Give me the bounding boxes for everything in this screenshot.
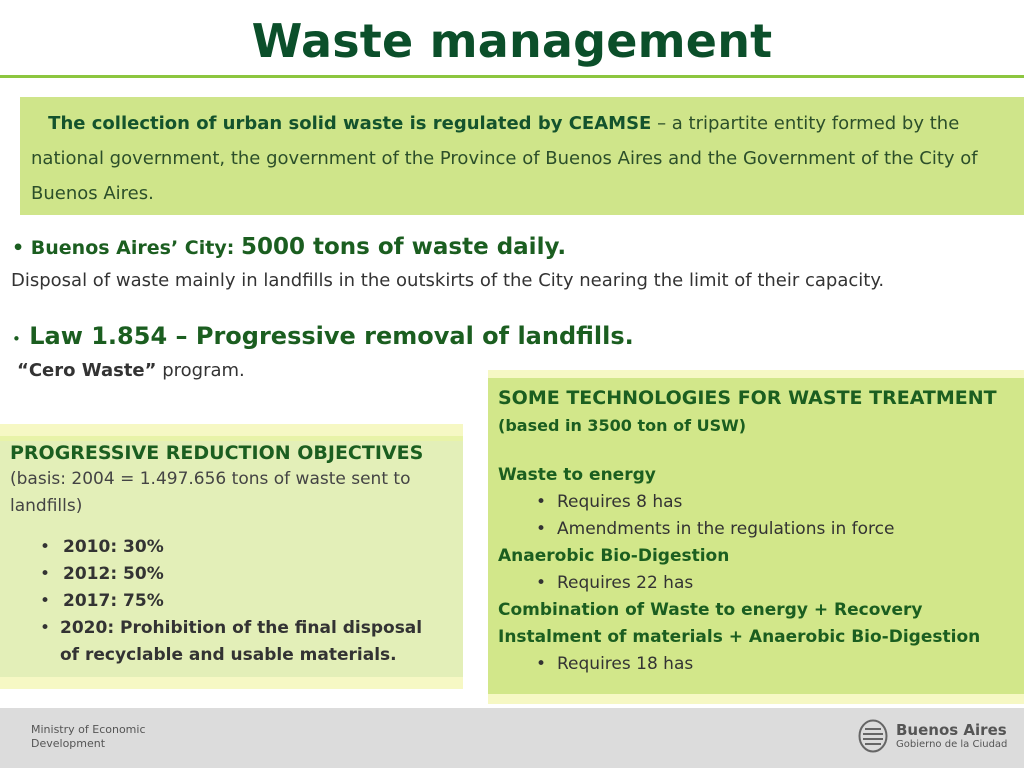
technologies-top-band: [488, 370, 1024, 378]
disposal-text: Disposal of waste mainly in landfills in the outskirts of the City nearing the limit of their capacity.: [11, 270, 885, 291]
technologies-title: SOME TECHNOLOGIES FOR WASTE TREATMENT: [498, 387, 997, 409]
cero-waste-line: [17, 360, 245, 381]
anaerobic-heading: Anaerobic Bio-Digestion: [498, 546, 730, 566]
technologies-subtitle: (based in 3500 ton of USW): [498, 416, 747, 435]
list-item: • 2012: 50%: [40, 564, 164, 584]
technologies-bottom-band: [488, 694, 1024, 704]
objective-text: 2020: Prohibition of the final disposal of recyclable and usable materials.: [60, 618, 423, 665]
law-line: [12, 322, 634, 350]
combination-heading-line1: Combination of Waste to energy + Recovery: [498, 600, 923, 620]
cero-waste-name: “Cero Waste”: [17, 360, 157, 381]
city-value: 5000 tons of waste daily.: [240, 234, 567, 260]
title-divider: [0, 75, 1024, 78]
buenos-aires-emblem-icon: [858, 719, 888, 753]
tech-item-text: Requires 22 has: [557, 573, 694, 593]
intro-text: – a tripartite entity formed by the national government, the government of the Province of Buenos Aires and the Government of the City of Buenos Aires.: [31, 113, 978, 204]
city-line: [12, 234, 566, 260]
list-item: • 2020: Prohibition of the final disposal of recyclable and usable materials.: [40, 618, 423, 665]
footer: [0, 708, 1024, 768]
objective-text: 2010: 30%: [63, 537, 164, 557]
list-item: • 2017: 75%: [40, 591, 164, 611]
list-item: • Amendments in the regulations in force: [536, 519, 895, 539]
objectives-title: PROGRESSIVE REDUCTION OBJECTIVES: [10, 442, 424, 464]
combination-heading-line2: Instalment of materials + Anaerobic Bio-Digestion: [498, 627, 981, 647]
intro-box: [20, 97, 1024, 215]
objectives-basis: (basis: 2004 = 1.497.656 tons of waste sent to landfills): [10, 469, 411, 516]
objectives-list: [10, 534, 453, 669]
brand-name: Buenos Aires: [896, 721, 1007, 739]
tech-item-text: Amendments in the regulations in force: [557, 519, 895, 539]
ministry-line: Ministry of Economic: [31, 723, 146, 736]
list-item: • Requires 22 has: [536, 573, 694, 593]
objectives-bottom-band: [0, 677, 463, 689]
list-item: • Requires 8 has: [536, 492, 683, 512]
technologies-panel: [488, 378, 1024, 694]
list-item: • Requires 18 has: [536, 654, 694, 674]
cero-waste-rest: program.: [156, 360, 245, 381]
law-text: Law 1.854 – Progressive removal of landfills.: [29, 322, 634, 350]
objective-text: 2017: 75%: [63, 591, 164, 611]
list-item: • 2010: 30%: [40, 537, 164, 557]
objectives-top-band: [0, 424, 463, 436]
bullet: •: [12, 330, 21, 348]
intro-strong: The collection of urban solid waste is regulated by CEAMSE: [48, 113, 652, 134]
objectives-panel: [0, 441, 463, 677]
city-label: Buenos Aires’ City:: [30, 237, 241, 259]
objective-text: 2012: 50%: [63, 564, 164, 584]
ministry-label: [31, 723, 146, 751]
page-title: Waste management: [251, 14, 773, 68]
tech-item-text: Requires 8 has: [557, 492, 683, 512]
brand-subtitle: Gobierno de la Ciudad: [896, 739, 1008, 750]
tech-item-text: Requires 18 has: [557, 654, 694, 674]
waste-to-energy-heading: Waste to energy: [498, 465, 656, 485]
bullet: •: [12, 237, 25, 259]
ministry-line: Development: [31, 737, 106, 750]
